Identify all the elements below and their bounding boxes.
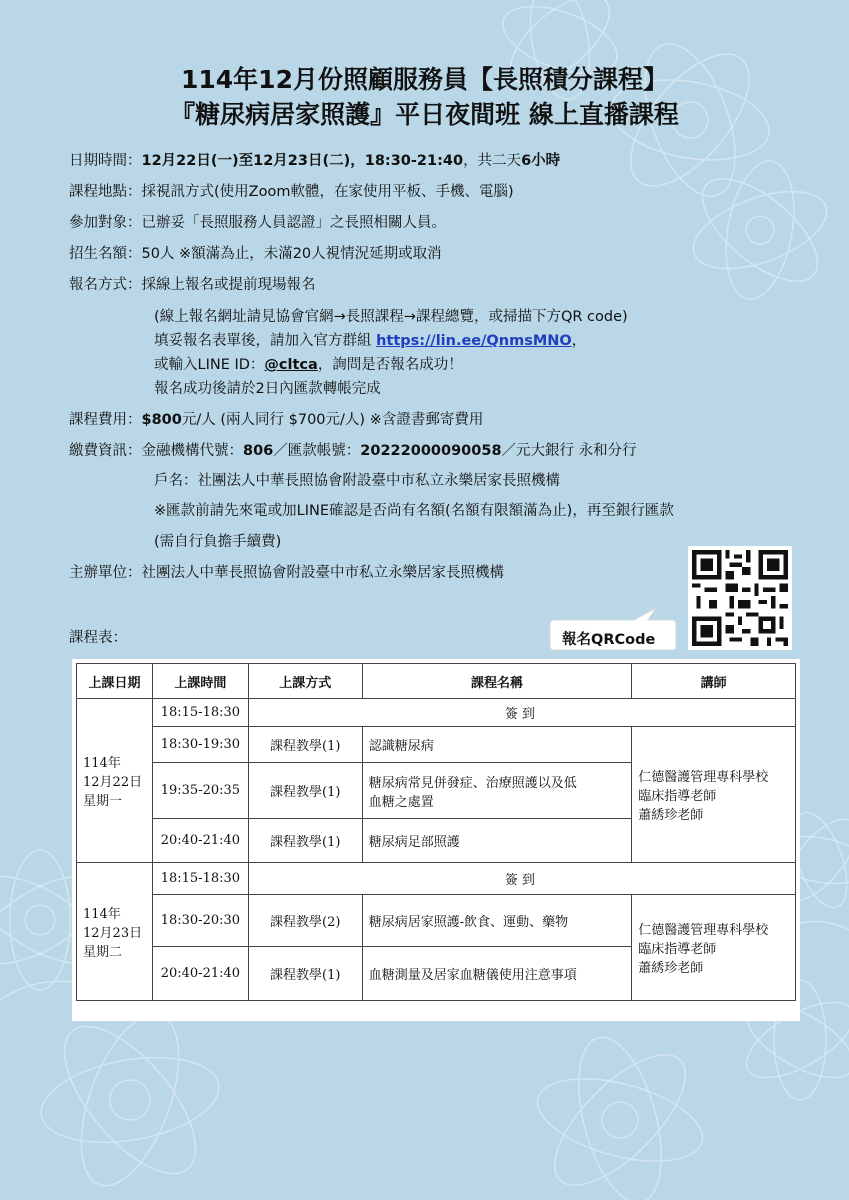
place-row: [69, 182, 514, 202]
sign-in-cell: 簽到: [248, 863, 795, 895]
payment-label: 繳費資訊：: [69, 443, 142, 459]
host-label: 主辦單位：: [69, 565, 142, 581]
time-cell: 18:15-18:30: [152, 699, 248, 727]
course-name-cell: 糖尿病居家照護-飲食、運動、藥物: [362, 895, 632, 947]
quota-label: 招生名額：: [69, 246, 142, 262]
line-group-link[interactable]: https://lin.ee/QnmsMNO: [376, 333, 572, 349]
payment-note: ※匯款前請先來電或加LINE確認是否尚有名額(名額有限額滿為止)，再至銀行匯款: [154, 503, 674, 519]
payment-mid: ／匯款帳號：: [273, 443, 361, 459]
day2-teacher-cell: [632, 895, 796, 1001]
course-name-cell: 糖尿病足部照護: [362, 819, 632, 863]
method-line4: 報名成功後請於2日內匯款轉帳完成: [154, 381, 381, 397]
bank-code: 806: [243, 443, 274, 459]
bank-account: 20222000090058: [360, 443, 502, 459]
course-name-line1: 糖尿病常見併發症、治療照護以及低: [368, 775, 577, 791]
day1-weekday: 星期一: [83, 794, 123, 809]
method-line3: [154, 355, 463, 375]
schedule-table-card: [72, 659, 800, 1021]
teacher-name: 蕭綉珍老師: [638, 961, 704, 976]
date-row: [69, 151, 560, 171]
method-line3-pre: 或輸入LINE ID：: [154, 357, 265, 373]
day2-date: 12月23日: [83, 926, 143, 941]
method-line1: (線上報名網址請見協會官網→長照課程→課程總覽，或掃描下方QR code): [154, 309, 628, 325]
payment-pre: 金融機構代號：: [141, 443, 243, 459]
sign-in-cell: 簽到: [248, 699, 795, 727]
table-row: [77, 895, 796, 947]
quota-row: [69, 244, 442, 264]
day2-year: 114年: [83, 907, 121, 922]
line-id: @cltca: [264, 357, 318, 373]
time-cell: 20:40-21:40: [152, 947, 248, 1001]
schedule-table: [76, 663, 796, 1001]
date-label: 日期時間：: [69, 153, 142, 169]
method-cell: 課程教學(1): [248, 763, 362, 819]
payment-row: [69, 441, 637, 461]
header-teacher: 講師: [632, 664, 796, 699]
qr-code-label: 報名QRCode: [562, 632, 656, 648]
fee-row: [69, 410, 483, 430]
day1-date-cell: [77, 699, 153, 863]
time-cell: 18:30-19:30: [152, 727, 248, 763]
teacher-name: 蕭綉珍老師: [638, 808, 704, 823]
method-cell: 課程教學(1): [248, 727, 362, 763]
time-cell: 19:35-20:35: [152, 763, 248, 819]
teacher-school: 仁德醫護管理專科學校: [638, 923, 769, 938]
place-label: 課程地點：: [69, 184, 142, 200]
day1-date: 12月22日: [83, 775, 143, 790]
header-course-name: 課程名稱: [362, 664, 632, 699]
schedule-label: 課程表：: [69, 630, 127, 646]
method-line2: [154, 331, 586, 351]
course-name-cell: [362, 763, 632, 819]
day1-year: 114年: [83, 756, 121, 771]
registration-qr-code[interactable]: [688, 546, 792, 650]
method-line2-pre: 填妥報名表單後，請加入官方群組: [154, 333, 377, 349]
page-title-line2: 『糖尿病居家照護』平日夜間班 線上直播課程: [170, 100, 679, 129]
day2-date-cell: [77, 863, 153, 1001]
fee-post: 元/人 (兩人同行 $700元/人) ※含證書郵寄費用: [181, 412, 484, 428]
teacher-title: 臨床指導老師: [638, 789, 717, 804]
course-name-cell: 認識糖尿病: [362, 727, 632, 763]
method-cell: 課程教學(1): [248, 947, 362, 1001]
table-row: [77, 727, 796, 763]
method-value: 採線上報名或提前現場報名: [141, 277, 316, 293]
target-row: [69, 213, 446, 233]
target-value: 已辦妥「長照服務人員認證」之長照相關人員。: [141, 215, 446, 231]
host-value: 社團法人中華長照協會附設臺中市私立永樂居家長照機構: [141, 565, 504, 581]
method-line3-post: ，詢問是否報名成功！: [317, 357, 463, 373]
page-title-line1: 114年12月份照顧服務員【長照積分課程】: [181, 65, 668, 94]
time-cell: 18:15-18:30: [152, 863, 248, 895]
place-value: 採視訊方式(使用Zoom軟體，在家使用平板、手機、電腦): [141, 184, 514, 200]
day2-weekday: 星期二: [83, 945, 123, 960]
target-label: 參加對象：: [69, 215, 142, 231]
course-name-line2: 血糖之處置: [368, 794, 434, 810]
course-name-cell: 血糖測量及居家血糖儀使用注意事項: [362, 947, 632, 1001]
method-cell: 課程教學(1): [248, 819, 362, 863]
method-line2-post: ，: [571, 333, 587, 349]
payment-note-fee: (需自行負擔手續費): [154, 534, 282, 550]
header-method: 上課方式: [248, 664, 362, 699]
date-range: 12月22日(一)至12月23日(二)，: [141, 153, 365, 169]
fee-price: $800: [141, 412, 182, 428]
host-row: [69, 563, 504, 583]
time-cell: 20:40-21:40: [152, 819, 248, 863]
time-cell: 18:30-20:30: [152, 895, 248, 947]
method-cell: 課程教學(2): [248, 895, 362, 947]
header-date: 上課日期: [77, 664, 153, 699]
account-name: 戶名：社團法人中華長照協會附設臺中市私立永樂居家長照機構: [154, 473, 560, 489]
teacher-title: 臨床指導老師: [638, 942, 717, 957]
method-label: 報名方式：: [69, 277, 142, 293]
date-hours: 6小時: [521, 153, 561, 169]
day1-teacher-cell: [632, 727, 796, 863]
quota-value: 50人 ※額滿為止，未滿20人視情況延期或取消: [141, 246, 442, 262]
teacher-school: 仁德醫護管理專科學校: [638, 770, 769, 785]
payment-post: ／元大銀行 永和分行: [501, 443, 637, 459]
table-row: [77, 863, 796, 895]
header-time: 上課時間: [152, 664, 248, 699]
table-header-row: [77, 664, 796, 699]
method-row: [69, 275, 316, 295]
date-time: 18:30-21:40: [364, 153, 464, 169]
fee-label: 課程費用：: [69, 412, 142, 428]
date-post: ，共二天: [463, 153, 522, 169]
table-row: [77, 699, 796, 727]
